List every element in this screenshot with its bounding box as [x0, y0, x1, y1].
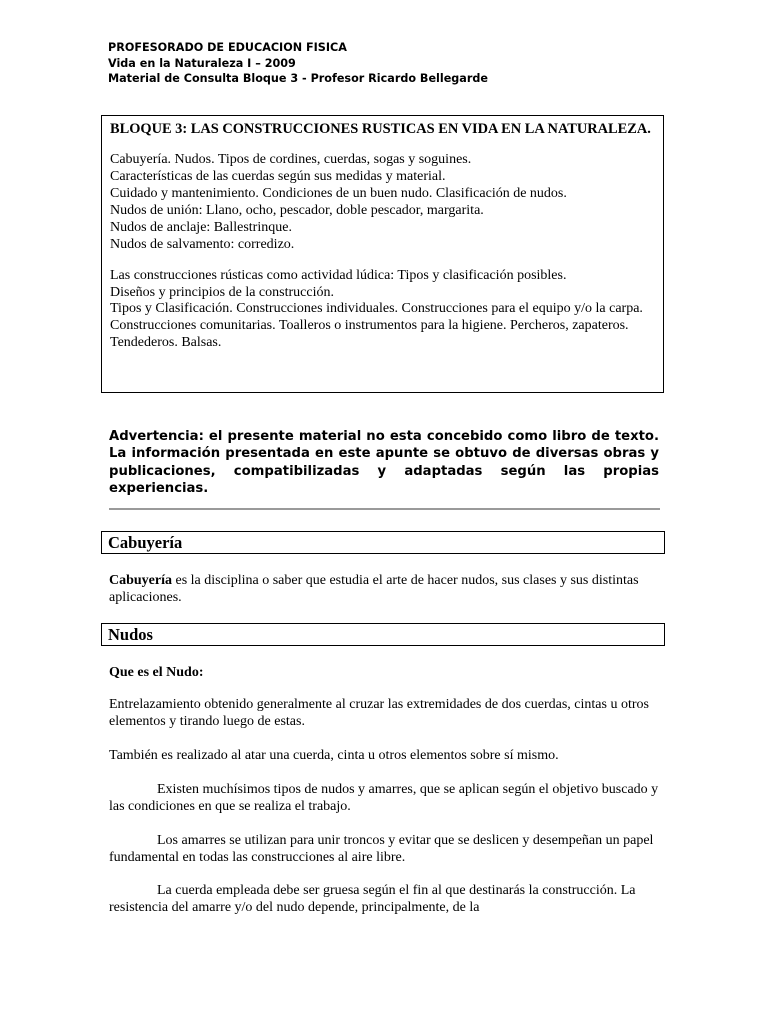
- nudos-paragraph: También es realizado al atar una cuerda, cinta u otros elementos sobre sí mismo.: [109, 748, 559, 763]
- syllabus-line: Las construcciones rústicas como actividad lúdica: Tipos y clasificación posibles.: [110, 267, 567, 283]
- syllabus-topics-constructions: [110, 268, 655, 353]
- nudos-paragraph: Existen muchísimos tipos de nudos y amarres, que se aplican según el objetivo buscado y las condiciones en que se realiza el trabajo.: [109, 782, 659, 814]
- syllabus-line: Construcciones comunitarias. Toalleros o instrumentos para la higiene. Percheros, zapateros. Tendederos. Balsas.: [110, 318, 629, 351]
- cabuyeria-term: Cabuyería: [109, 573, 172, 588]
- syllabus-line: Cuidado y mantenimiento. Condiciones de un buen nudo. Clasificación de nudos.: [110, 186, 567, 202]
- syllabus-topics-knots: [110, 152, 655, 253]
- cabuyeria-definition: [109, 572, 664, 606]
- nudos-subheading: Que es el Nudo:: [109, 665, 204, 680]
- warning-notice: Advertencia: el presente material no esta concebido como libro de texto. La información presentada en este apunte se obtuvo de diversas obras y publicaciones, compatibilizadas y adaptadas según las propias experiencias.: [109, 429, 659, 496]
- nudos-paragraph: Los amarres se utilizan para unir troncos y evitar que se deslicen y desempeñan un papel fundamental en todas las construcciones al aire libre.: [109, 833, 654, 865]
- divider: [109, 508, 660, 510]
- syllabus-line: Características de las cuerdas según sus medidas y material.: [110, 169, 446, 185]
- header-material: Material de Consulta Bloque 3 - Profesor Ricardo Bellegarde: [108, 72, 488, 86]
- syllabus-box: [101, 115, 664, 393]
- syllabus-line: Nudos de unión: Llano, ocho, pescador, doble pescador, margarita.: [110, 202, 484, 218]
- syllabus-title: BLOQUE 3: LAS CONSTRUCCIONES RUSTICAS EN VIDA EN LA NATURALEZA.: [110, 121, 651, 137]
- section-heading-nudos: Nudos: [101, 623, 665, 646]
- nudos-paragraph: La cuerda empleada debe ser gruesa según el fin al que destinarás la construcción. La resistencia del amarre y/o del nudo depende, principalmente, de la: [109, 883, 636, 915]
- syllabus-line: Cabuyería. Nudos. Tipos de cordines, cuerdas, sogas y soguines.: [110, 152, 472, 168]
- document-header: [108, 40, 488, 87]
- header-course: Vida en la Naturaleza I – 2009: [108, 56, 296, 70]
- syllabus-line: Nudos de anclaje: Ballestrinque.: [110, 219, 292, 235]
- syllabus-line: Nudos de salvamento: corredizo.: [110, 236, 295, 252]
- syllabus-line: Diseños y principios de la construcción.: [110, 284, 334, 300]
- header-institution: PROFESORADO DE EDUCACION FISICA: [108, 41, 347, 54]
- nudos-paragraph: Entrelazamiento obtenido generalmente al cruzar las extremidades de dos cuerdas, cintas u otros elementos y tirando luego de estas.: [109, 697, 649, 729]
- section-heading-cabuyeria: Cabuyería: [101, 531, 665, 554]
- cabuyeria-definition-text: es la disciplina o saber que estudia el arte de hacer nudos, sus clases y sus distintas aplicaciones.: [109, 573, 639, 605]
- syllabus-line: Tipos y Clasificación. Construcciones individuales. Construcciones para el equipo y/o la carpa.: [110, 301, 643, 317]
